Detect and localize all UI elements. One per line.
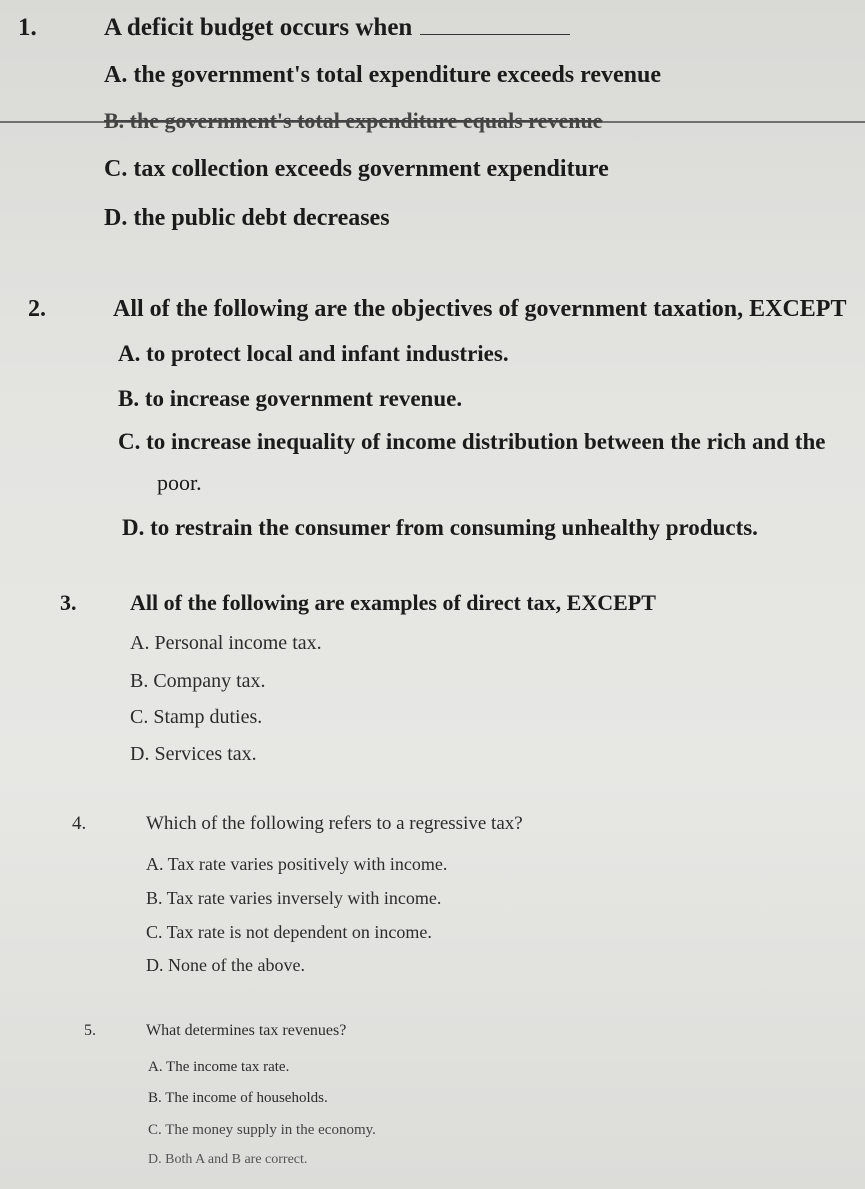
question-5-option-d: D. Both A and B are correct. <box>148 1152 308 1167</box>
question-4-stem: Which of the following refers to a regressive tax? <box>146 813 523 834</box>
question-5-option-a: A. The income tax rate. <box>148 1059 290 1075</box>
question-1-stem: A deficit budget occurs when <box>104 14 570 42</box>
question-2-option-c: C. to increase inequality of income distribution between the rich and the <box>118 429 826 454</box>
question-2-stem: All of the following are the objectives of government taxation, EXCEPT <box>113 296 847 322</box>
question-3-option-c: C. Stamp duties. <box>130 706 263 728</box>
answer-blank <box>420 33 570 35</box>
question-5-number: 5. <box>84 1022 96 1039</box>
question-2-number: 2. <box>28 296 46 322</box>
question-5-option-c: C. The money supply in the economy. <box>148 1122 376 1138</box>
question-4-option-c: C. Tax rate is not dependent on income. <box>146 922 432 942</box>
question-2-option-b: B. to increase government revenue. <box>118 386 463 411</box>
question-3-option-a: A. Personal income tax. <box>130 632 322 654</box>
question-2-option-c-continuation: poor. <box>157 470 202 495</box>
question-1-option-b: B. the government's total expenditure equals revenue <box>104 108 603 133</box>
question-3-stem: All of the following are examples of direct tax, EXCEPT <box>130 590 656 615</box>
question-2-option-d: D. to restrain the consumer from consuming unhealthy products. <box>122 515 758 540</box>
question-4-option-b: B. Tax rate varies inversely with income. <box>146 888 442 908</box>
question-4-option-a: A. Tax rate varies positively with income. <box>146 854 448 874</box>
question-1-option-a: A. the government's total expenditure exceeds revenue <box>104 62 662 88</box>
question-5-stem: What determines tax revenues? <box>146 1022 347 1039</box>
question-2-option-a: A. to protect local and infant industries. <box>118 341 509 366</box>
question-5-option-b: B. The income of households. <box>148 1090 328 1106</box>
question-1-option-d: D. the public debt decreases <box>104 205 390 231</box>
question-4-number: 4. <box>72 813 87 834</box>
question-3-option-b: B. Company tax. <box>130 670 266 692</box>
question-3-option-d: D. Services tax. <box>130 743 257 765</box>
question-4-option-d: D. None of the above. <box>146 955 305 975</box>
question-1-number: 1. <box>18 14 37 41</box>
question-3-number: 3. <box>60 590 77 615</box>
question-1-option-c: C. tax collection exceeds government expenditure <box>104 156 609 182</box>
